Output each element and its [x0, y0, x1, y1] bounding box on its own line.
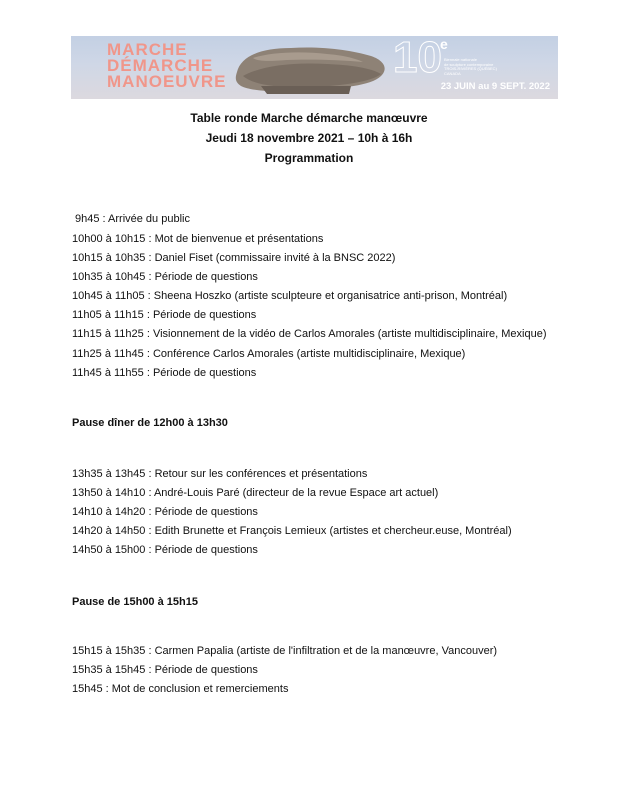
page-title: Table ronde Marche démarche manœuvre: [190, 111, 428, 125]
banner-small-line: Biennale nationale: [444, 57, 477, 62]
list-item: 10h00 à 10h15 : Mot de bienvenue et présentations: [72, 233, 324, 245]
list-item: 13h50 à 14h10 : André-Louis Paré (directeur de la revue Espace art actuel): [72, 487, 439, 499]
list-item: 11h15 à 11h25 : Visionnement de la vidéo de Carlos Amorales (artiste multidisciplinaire, Mexique): [72, 328, 547, 340]
list-item: 11h45 à 11h55 : Période de questions: [72, 367, 257, 379]
list-item: 10h35 à 10h45 : Période de questions: [72, 271, 258, 283]
edition-number: 10: [393, 36, 442, 82]
banner-title-line: MARCHE: [107, 40, 188, 59]
rock-image: [231, 42, 391, 97]
list-item: 15h15 à 15h35 : Carmen Papalia (artiste de l'infiltration et de la manœuvre, Vancouver): [72, 645, 498, 657]
list-item: 10h45 à 11h05 : Sheena Hoszko (artiste sculpteure et organisatrice anti-prison, Montréal): [72, 290, 508, 302]
list-item: 11h25 à 11h45 : Conférence Carlos Amorales (artiste multidisciplinaire, Mexique): [72, 348, 466, 360]
list-item: 14h50 à 15h00 : Période de questions: [72, 544, 258, 556]
banner-small-text: [444, 58, 497, 76]
list-item: 14h10 à 14h20 : Période de questions: [72, 506, 258, 518]
list-item: 11h05 à 11h15 : Période de questions: [72, 309, 257, 321]
list-item: 14h20 à 14h50 : Edith Brunette et François Lemieux (artistes et chercheur.euse, Montréal): [72, 525, 512, 537]
list-item: 13h35 à 13h45 : Retour sur les conférences et présentations: [72, 468, 368, 480]
list-item: 10h15 à 10h35 : Daniel Fiset (commissaire invité à la BNSC 2022): [72, 252, 396, 264]
banner-title-line: DÉMARCHE: [107, 56, 214, 75]
banner-dates: 23 JUIN au 9 SEPT. 2022: [440, 81, 550, 92]
event-date: Jeudi 18 novembre 2021 – 10h à 16h: [205, 131, 413, 145]
list-item: 9h45 : Arrivée du public: [75, 213, 190, 225]
banner-title: [107, 42, 227, 90]
lunch-break: Pause dîner de 12h00 à 13h30: [72, 417, 228, 429]
banner-small-line: de sculpture contemporaine: [444, 61, 494, 67]
event-banner: [71, 36, 558, 99]
banner-small-line: TROIS-RIVIÈRES (QUÉBEC): [444, 66, 497, 71]
afternoon-break: Pause de 15h00 à 15h15: [72, 596, 198, 608]
edition-suffix: e: [440, 36, 448, 52]
page-subtitle: Programmation: [264, 151, 354, 165]
banner-title-line: MANOEUVRE: [107, 72, 227, 91]
list-item: 15h45 : Mot de conclusion et remerciements: [72, 683, 289, 695]
list-item: 15h35 à 15h45 : Période de questions: [72, 664, 258, 676]
banner-small-line: CANADA: [444, 70, 461, 76]
